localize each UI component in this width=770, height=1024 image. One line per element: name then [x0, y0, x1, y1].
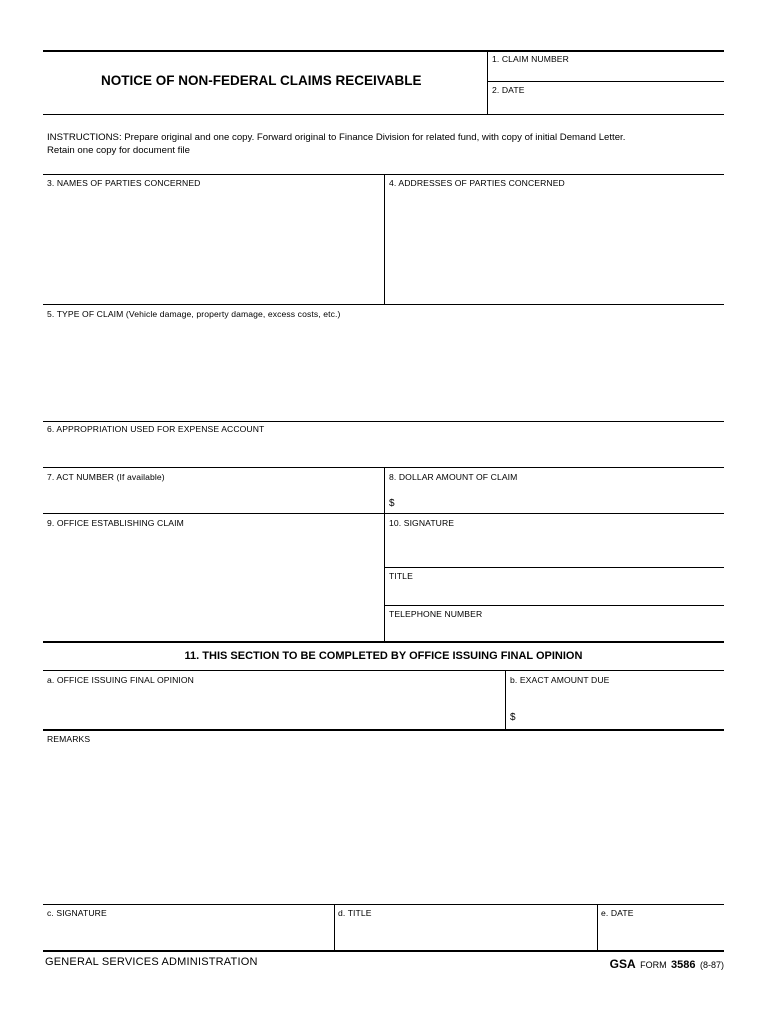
form-number: 3586: [671, 959, 696, 971]
instructions-line-1: INSTRUCTIONS: Prepare original and one copy. Forward original to Finance Division for related fund, with copy of initial Demand Letter.: [47, 132, 626, 143]
section-11-heading: 11. THIS SECTION TO BE COMPLETED BY OFFICE ISSUING FINAL OPINION: [184, 650, 583, 662]
remarks-label: REMARKS: [47, 734, 91, 744]
header-bottom-border: [43, 114, 724, 115]
telephone-label: TELEPHONE NUMBER: [389, 609, 483, 619]
addresses-parties-field[interactable]: [385, 175, 724, 304]
section-11-top-border: [43, 641, 724, 643]
agency-name: GENERAL SERVICES ADMINISTRATION: [45, 956, 258, 968]
office-establishing-label: 9. OFFICE ESTABLISHING CLAIM: [47, 518, 184, 528]
instructions: [47, 131, 723, 157]
section-11-title-field[interactable]: [335, 905, 597, 950]
addresses-parties-label: 4. ADDRESSES OF PARTIES CONCERNED: [389, 178, 565, 188]
type-of-claim-field[interactable]: [43, 305, 724, 421]
office-establishing-field[interactable]: [43, 514, 384, 641]
form-word: FORM: [640, 960, 667, 970]
act-number-label: 7. ACT NUMBER (If available): [47, 472, 165, 482]
bottom-border: [43, 950, 724, 952]
appropriation-label: 6. APPROPRIATION USED FOR EXPENSE ACCOUNT: [47, 424, 265, 434]
section-11-signature-label: c. SIGNATURE: [47, 908, 107, 918]
dollar-amount-label: 8. DOLLAR AMOUNT OF CLAIM: [389, 472, 518, 482]
names-parties-label: 3. NAMES OF PARTIES CONCERNED: [47, 178, 201, 188]
dollar-sign: $: [389, 498, 395, 509]
names-parties-field[interactable]: [43, 175, 384, 304]
remarks-field[interactable]: [43, 731, 724, 904]
section-11-title-label: d. TITLE: [338, 908, 372, 918]
exact-amount-dollar-sign: $: [510, 712, 516, 723]
title-field[interactable]: [385, 568, 724, 605]
title-label: TITLE: [389, 571, 413, 581]
section-11-date-label: e. DATE: [601, 908, 634, 918]
exact-amount-label: b. EXACT AMOUNT DUE: [510, 675, 610, 685]
date-label: 2. DATE: [492, 85, 525, 95]
instructions-line-2: Retain one copy for document file: [47, 145, 190, 156]
type-of-claim-label: 5. TYPE OF CLAIM (Vehicle damage, property damage, excess costs, etc.): [47, 309, 341, 319]
form-title: NOTICE OF NON-FEDERAL CLAIMS RECEIVABLE: [101, 73, 422, 88]
form-identifier: [610, 955, 724, 973]
form-revision: (8-87): [699, 960, 724, 970]
claim-number-label: 1. CLAIM NUMBER: [492, 54, 569, 64]
gsa-text: GSA: [609, 957, 636, 971]
office-issuing-label: a. OFFICE ISSUING FINAL OPINION: [47, 675, 194, 685]
signature-label: 10. SIGNATURE: [389, 518, 455, 528]
